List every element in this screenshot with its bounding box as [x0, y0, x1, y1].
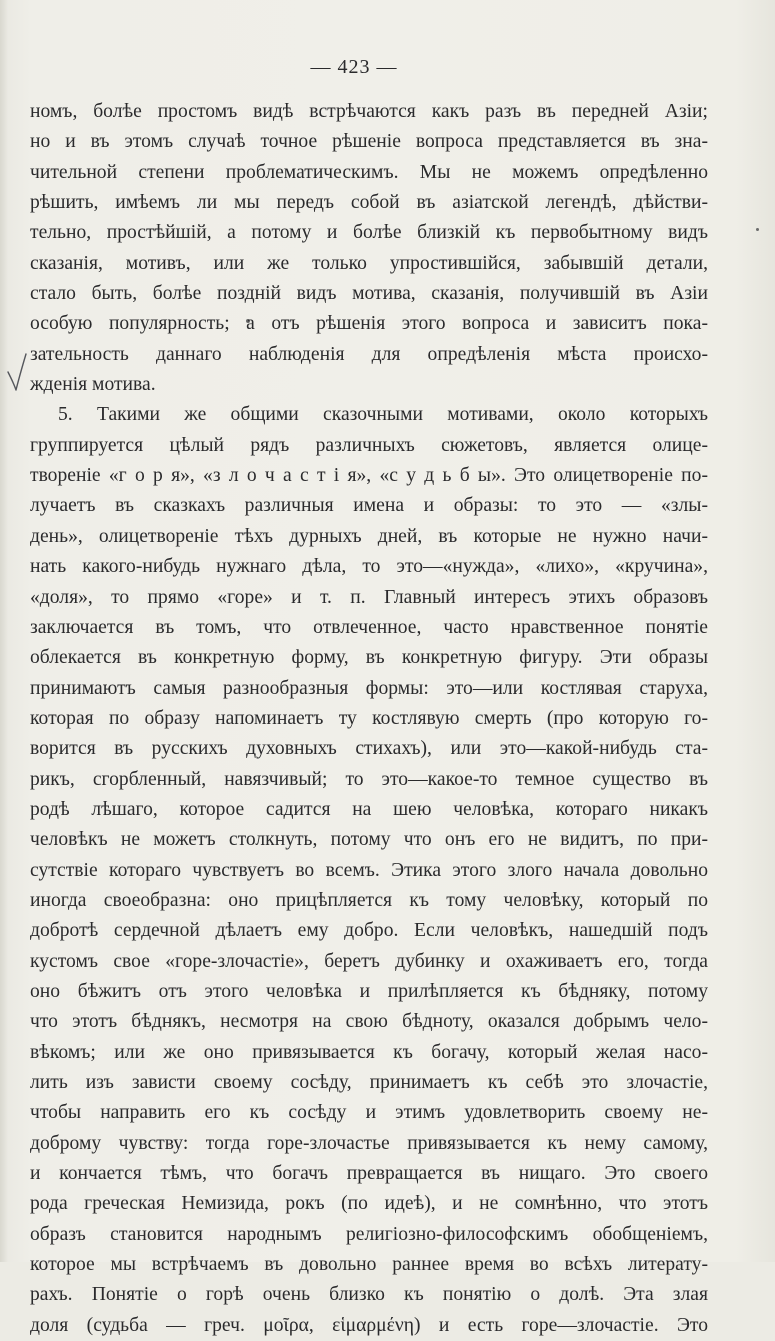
text-line: вѣкомъ; или же оно привязывается къ богачу, который желая насо- [30, 1041, 708, 1063]
text-line: лить изъ зависти своему сосѣду, принимаетъ къ себѣ это злочастіе, [30, 1072, 708, 1093]
text-line: но и въ этомъ случаѣ точное рѣшеніе вопроса представляется въ зна- [30, 131, 708, 153]
text-line: рѣшить, имѣемъ ли мы передъ собой въ азіатской легендѣ, дѣйстви- [30, 192, 708, 214]
text-line: нать какого-нибудь нужнаго дѣла, то это—«нужда», «лихо», «кручина», [30, 556, 708, 578]
text-line: образъ становится народнымъ религіозно-философскимъ обобщеніемъ, [30, 1223, 708, 1245]
text-line: облекается въ конкретную форму, въ конкретную фигуру. Эти образы [30, 647, 708, 669]
text-line: сутствіе котораго чувствуетъ во всемъ. Этика этого злого начала довольно [30, 859, 708, 881]
text-line: которая по образу напоминаетъ ту костлявую смерть (про которую го- [30, 707, 708, 729]
text-line: доля (судьба — греч. μοῖρα, εἱμαρμένη) и есть горе—злочастіе. Это [30, 1314, 708, 1336]
text-line: которое мы встрѣчаемъ въ довольно раннее время во всѣхъ литерату- [30, 1254, 708, 1276]
text-line: твореніе «г о р я», «з л о ч а с т і я», «с у д ь б ы». Это олицетвореніе по- [30, 465, 708, 487]
text-line: кустомъ свое «горе-злочастіе», беретъ дубинку и охаживаетъ его, тогда [30, 950, 708, 972]
text-line: что этотъ бѣднякъ, несмотря на свою бѣдноту, оказался добрымъ чело- [30, 1011, 708, 1033]
text-line: стало быть, болѣе поздній видъ мотива, сказанія, получившій въ Азіи [30, 283, 708, 305]
page-number: — 423 — [310, 56, 398, 78]
text-line: номъ, болѣе простомъ видѣ встрѣчаются какъ разъ въ передней Азіи; [30, 101, 708, 122]
text-line: рахъ. Понятіе о горѣ очень близко къ понятію о долѣ. Эта злая [30, 1284, 708, 1306]
text-line: доброму чувству: тогда горе-злочастье привязывается къ нему самому, [30, 1132, 708, 1154]
text-line: человѣкъ не можетъ столкнуть, потому что онъ его не видитъ, по при- [30, 829, 708, 851]
text-line: и кончается тѣмъ, что богачъ превращается въ нищаго. Это своего [30, 1163, 708, 1185]
text-line: чтобы направить его къ сосѣду и этимъ удовлетворить своему не- [30, 1102, 708, 1124]
text-line: рода греческая Немизида, рокъ (по идеѣ), и не сомнѣнно, что этотъ [30, 1193, 708, 1215]
section-5-first-line: 5. Такими же общими сказочными мотивами, около которыхъ [58, 404, 708, 426]
text-line: «доля», то прямо «горе» и т. п. Главный интересъ этихъ образовъ [30, 586, 708, 608]
pencil-margin-mark [6, 352, 28, 396]
text-line: рикъ, сгорбленный, навязчивый; то это—какое-то темное существо въ [30, 768, 708, 790]
text-line: чительной степени проблематическимъ. Мы не можемъ опредѣленно [30, 161, 708, 183]
text-line: заключается въ томъ, что отвлеченное, часто нравственное понятіе [30, 616, 708, 638]
text-line: родѣ лѣшаго, которое садится на шею человѣка, котораго никакъ [30, 798, 708, 820]
text-line: тельно, простѣйшій, а потому и болѣе близкій къ первобытному видъ [30, 222, 708, 244]
ink-speck [756, 228, 759, 231]
text-line: день», олицетвореніе тѣхъ дурныхъ дней, въ которые не нужно начи- [30, 525, 708, 547]
text-line: группируется цѣлый рядъ различныхъ сюжетовъ, является олице- [30, 434, 708, 456]
paragraph-end-line: жденія мотива. [30, 374, 156, 396]
text-line: особую популярность; а отъ рѣшенія этого вопроса и зависитъ пока- [30, 313, 708, 335]
text-line: зательность даннаго наблюденія для опредѣленія мѣста происхо- [30, 343, 708, 365]
text-line: принимаютъ самыя разнообразныя формы: это—или костлявая старуха, [30, 677, 708, 699]
page-gutter-shadow [0, 0, 8, 1262]
text-line: ворится въ русскихъ духовныхъ стихахъ), или это—какой-нибудь ста- [30, 738, 708, 760]
text-line: лучаетъ въ сказкахъ различныя имена и образы: то это — «злы- [30, 495, 708, 517]
text-line: добротѣ сердечной дѣлаетъ ему добро. Если человѣкъ, нашедшій подъ [30, 920, 708, 942]
text-line: иногда своеобразна: оно прицѣпляется къ тому человѣку, который по [30, 889, 708, 911]
text-line: оно бѣжитъ отъ этого человѣка и прилѣпляется къ бѣдняку, потому [30, 980, 708, 1002]
text-line: сказанія, мотивъ, или же только упростившійся, забывшій детали, [30, 252, 708, 274]
body-text [30, 97, 708, 1341]
